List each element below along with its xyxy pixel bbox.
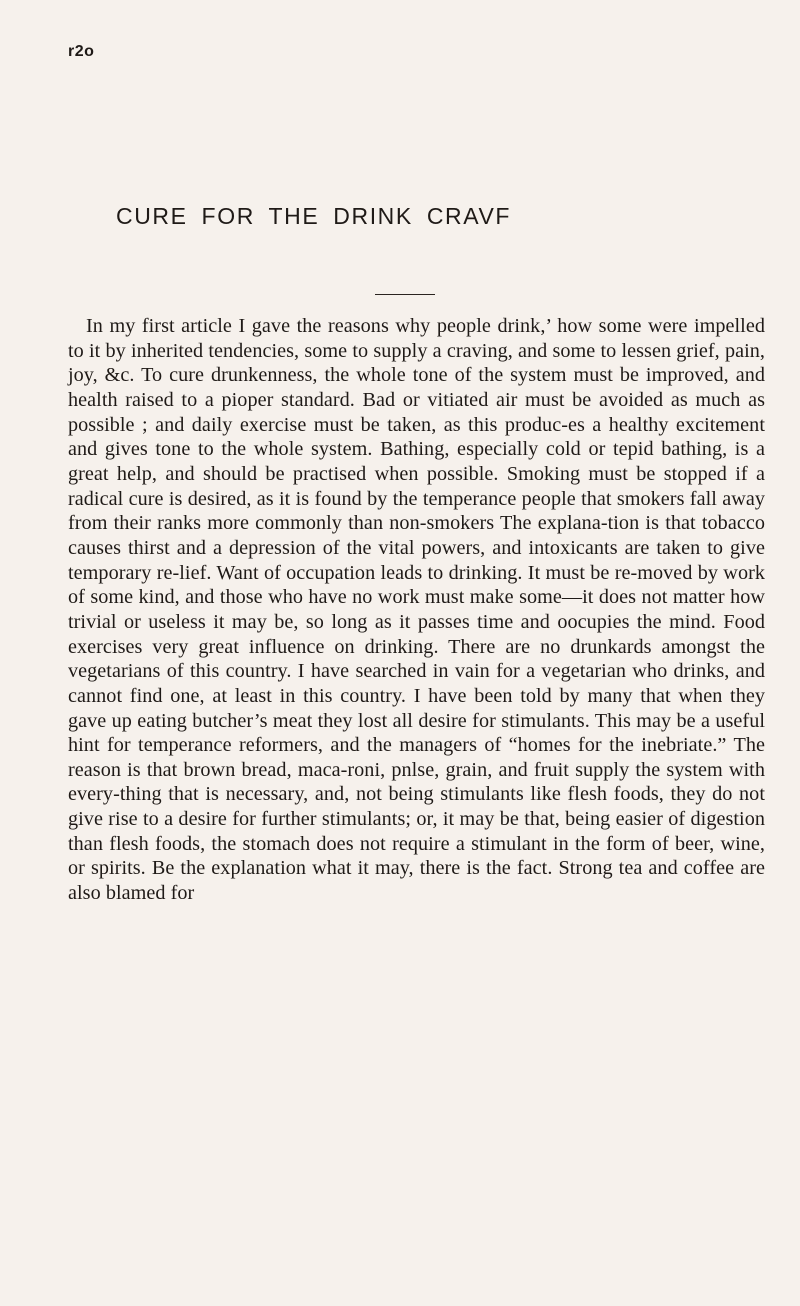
page-number: r2o	[68, 43, 95, 60]
article-body: In my first article I gave the reasons why people drink,’ how some were impelled to it by inherited tendencies, some to supply a craving, and some to lessen grief, pain, joy, &c. To cure drunkenness, the whole tone of the system must be improved, and health raised to a pioper standard. Bad or vitiated air must be avoided as much as possible ; and daily exercise must be taken, as this produc-es a healthy excitement and gives tone to the whole system. Bathing, especially cold or tepid bathing, is a great help, and should be practised when possible. Smoking must be stopped if a radical cure is desired, as it is found by the temperance people that smokers fall away from their ranks more commonly than non-smokers The explana-tion is that tobacco causes thirst and a depression of the vital powers, and intoxicants are taken to give temporary re-lief. Want of occupation leads to drinking. It must be re-moved by work of some kind, and those who have no work must make some—it does not matter how trivial or useless it may be, so long as it passes time and oocupies the mind. Food exercises very great influence on drinking. There are no drunkards amongst the vegetarians of this country. I have searched in vain for a vegetarian who drinks, and cannot find one, at least in this country. I have been told by many that when they gave up eating butcher’s meat they lost all desire for stimulants. This may be a useful hint for temperance reformers, and the managers of “homes for the inebriate.” The reason is that brown bread, maca-roni, pnlse, grain, and fruit supply the system with every-thing that is necessary, and, not being stimulants like flesh foods, they do not give rise to a desire for further stimulants; or, it may be that, being easier of digestion than flesh foods, the stomach does not require a stimulant in the form of beer, wine, or spirits. Be the explanation what it may, there is the fact. Strong tea and coffee are also blamed for	[68, 315, 765, 905]
title-divider	[375, 294, 435, 295]
article-title: CURE FOR THE DRINK CRAVF	[116, 203, 512, 229]
